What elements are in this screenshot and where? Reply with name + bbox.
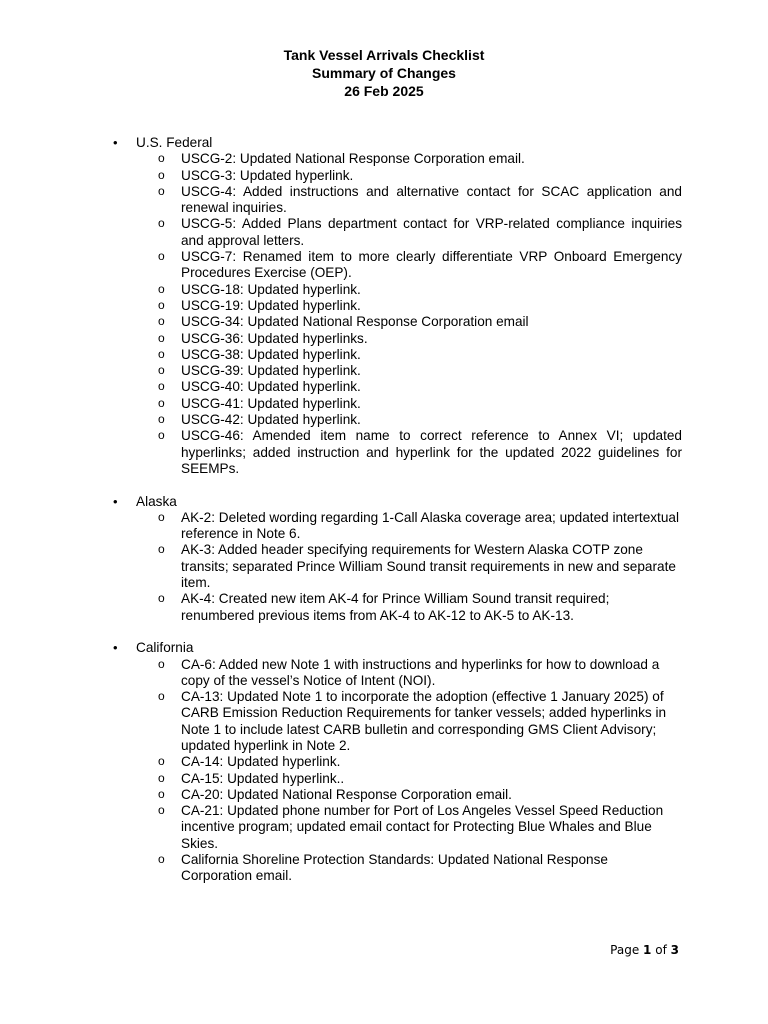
list-item-text: USCG-2: Updated National Response Corporation email. — [181, 151, 525, 167]
list-item-text: AK-2: Deleted wording regarding 1-Call Alaska coverage area; updated intertextual reference in Note 6. — [181, 509, 679, 542]
list-item — [112, 379, 682, 395]
circle-bullet-icon: o — [158, 542, 165, 557]
section-heading — [112, 135, 682, 151]
circle-bullet-icon: o — [158, 591, 165, 606]
section-california — [112, 640, 682, 884]
circle-bullet-icon: o — [158, 689, 165, 704]
document-date: 26 Feb 2025 — [344, 83, 424, 99]
circle-bullet-icon: o — [158, 314, 165, 329]
circle-bullet-icon: o — [158, 754, 165, 769]
page-number-footer — [610, 942, 679, 958]
changes-content — [112, 135, 682, 901]
circle-bullet-icon: o — [158, 509, 165, 524]
list-item — [112, 184, 682, 217]
list-item — [112, 347, 682, 363]
section-item-list — [112, 151, 682, 477]
list-item-text: USCG-41: Updated hyperlink. — [181, 395, 361, 411]
list-item — [112, 151, 682, 167]
list-item-text: USCG-42: Updated hyperlink. — [181, 412, 361, 428]
section-heading — [112, 494, 682, 510]
bullet-icon: • — [113, 640, 118, 656]
circle-bullet-icon: o — [158, 346, 165, 361]
list-item-text: USCG-34: Updated National Response Corporation email — [181, 314, 529, 330]
circle-bullet-icon: o — [158, 330, 165, 345]
list-item — [112, 771, 682, 787]
list-item-text: USCG-19: Updated hyperlink. — [181, 297, 361, 313]
list-item — [112, 428, 682, 477]
list-item — [112, 657, 682, 690]
circle-bullet-icon: o — [158, 151, 165, 166]
section-title: California — [136, 640, 194, 656]
section-alaska — [112, 494, 682, 624]
list-item-text: AK-4: Created new item AK-4 for Prince William Sound transit required; renumbered previous items from AK-4 to AK-12 to AK-5 to AK-13. — [181, 591, 610, 623]
list-item — [112, 396, 682, 412]
document-title-block — [0, 46, 768, 100]
section-title: Alaska — [136, 493, 177, 509]
list-item — [112, 754, 682, 770]
list-item — [112, 787, 682, 803]
list-item — [112, 689, 682, 754]
section-item-list — [112, 510, 682, 624]
list-item-text: USCG-3: Updated hyperlink. — [181, 167, 354, 183]
list-item — [112, 314, 682, 330]
circle-bullet-icon: o — [158, 379, 165, 394]
page-total: 3 — [670, 943, 679, 957]
list-item-text: USCG-46: Amended item name to correct reference to Annex VI; updated hyperlinks; added instruction and hyperlink for the updated 2022 guidelines for SEEMPs. — [181, 428, 682, 476]
circle-bullet-icon: o — [158, 183, 165, 198]
list-item-text: USCG-40: Updated hyperlink. — [181, 379, 361, 395]
list-item-text: USCG-39: Updated hyperlink. — [181, 363, 361, 379]
circle-bullet-icon: o — [158, 412, 165, 427]
circle-bullet-icon: o — [158, 167, 165, 182]
list-item-text: CA-13: Updated Note 1 to incorporate the adoption (effective 1 January 2025) of CARB Emission Reduction Requirements for tanker vessels; added hyperlinks in Note 1 to include latest CARB bulletin and corresponding GMS Client Advisory; updated hyperlink in Note 2. — [181, 689, 667, 753]
document-subtitle: Summary of Changes — [312, 65, 456, 81]
list-item — [112, 331, 682, 347]
list-item-text: CA-15: Updated hyperlink.. — [181, 770, 345, 786]
list-item — [112, 803, 682, 852]
circle-bullet-icon: o — [158, 656, 165, 671]
section-item-list — [112, 657, 682, 885]
list-item — [112, 510, 682, 543]
circle-bullet-icon: o — [158, 297, 165, 312]
list-item — [112, 591, 682, 624]
list-item — [112, 282, 682, 298]
circle-bullet-icon: o — [158, 852, 165, 867]
list-item-text: USCG-18: Updated hyperlink. — [181, 281, 361, 297]
page-current: 1 — [643, 943, 652, 957]
document-title: Tank Vessel Arrivals Checklist — [283, 47, 485, 63]
list-item-text: USCG-38: Updated hyperlink. — [181, 346, 361, 362]
list-item — [112, 298, 682, 314]
page-word: Page — [610, 943, 640, 957]
circle-bullet-icon: o — [158, 786, 165, 801]
page-of: of — [655, 943, 667, 957]
circle-bullet-icon: o — [158, 363, 165, 378]
circle-bullet-icon: o — [158, 428, 165, 443]
list-item — [112, 216, 682, 249]
list-item-text: USCG-36: Updated hyperlinks. — [181, 330, 368, 346]
list-item-text: CA-21: Updated phone number for Port of Los Angeles Vessel Speed Reduction incentive program; updated email contact for Protecting Blue Whales and Blue Skies. — [181, 803, 664, 851]
list-item-text: CA-14: Updated hyperlink. — [181, 754, 341, 770]
bullet-icon: • — [113, 493, 118, 509]
list-item-text: USCG-7: Renamed item to more clearly differentiate VRP Onboard Emergency Procedures Exercise (OEP). — [181, 249, 682, 281]
list-item-text: USCG-4: Added instructions and alternative contact for SCAC application and renewal inquiries. — [181, 183, 682, 216]
list-item — [112, 168, 682, 184]
list-item-text: USCG-5: Added Plans department contact for VRP-related compliance inquiries and approval letters. — [181, 216, 682, 248]
list-item — [112, 852, 682, 885]
list-item — [112, 249, 682, 282]
list-item-text: CA-20: Updated National Response Corporation email. — [181, 786, 512, 802]
section-us-federal — [112, 135, 682, 477]
list-item — [112, 542, 682, 591]
circle-bullet-icon: o — [158, 281, 165, 296]
section-title: U.S. Federal — [136, 135, 213, 150]
circle-bullet-icon: o — [158, 249, 165, 264]
circle-bullet-icon: o — [158, 803, 165, 818]
circle-bullet-icon: o — [158, 770, 165, 785]
bullet-icon: • — [113, 135, 118, 150]
list-item-text: CA-6: Added new Note 1 with instructions and hyperlinks for how to download a copy of the vessel’s Notice of Intent (NOI). — [181, 656, 660, 688]
circle-bullet-icon: o — [158, 395, 165, 410]
list-item-text: California Shoreline Protection Standards: Updated National Response Corporation email. — [181, 852, 608, 884]
section-heading — [112, 640, 682, 656]
list-item — [112, 412, 682, 428]
list-item-text: AK-3: Added header specifying requirements for Western Alaska COTP zone transits; separated Prince William Sound transit requirements in new and separate item. — [181, 542, 676, 591]
list-item — [112, 363, 682, 379]
circle-bullet-icon: o — [158, 216, 165, 231]
